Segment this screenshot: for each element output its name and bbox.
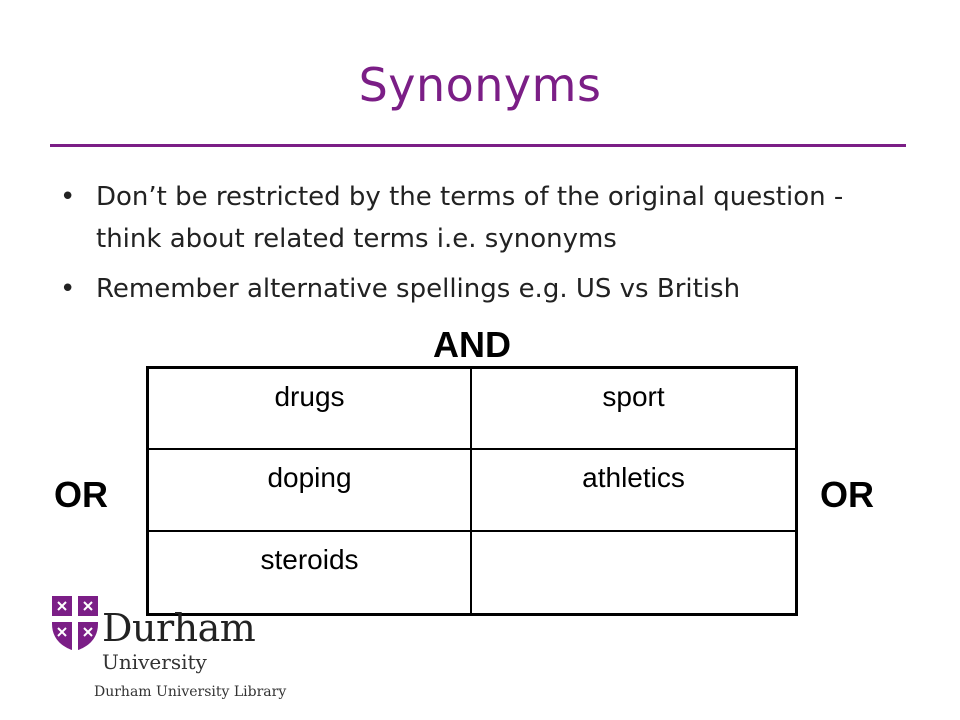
bullet-dot-icon: • [60, 274, 76, 304]
bullet-text: Remember alternative spellings e.g. US vs British [96, 274, 741, 304]
slide-title: Synonyms [358, 58, 602, 112]
table-cell: steroids [149, 532, 472, 613]
university-shield-icon [50, 594, 100, 652]
synonym-table [146, 366, 798, 616]
table-cell: sport [472, 369, 795, 450]
and-label: AND [433, 324, 511, 365]
table-cell [472, 532, 795, 613]
logo-university: University [102, 650, 207, 674]
table-cell: athletics [472, 450, 795, 531]
bullet-item [58, 176, 858, 260]
logo-wordmark: Durham [102, 606, 256, 650]
title-divider [50, 144, 906, 147]
bullet-text: Don’t be restricted by the terms of the original question - think about related terms i.e. synonyms [96, 182, 844, 254]
bullet-item [58, 268, 858, 310]
or-label-left: OR [54, 474, 108, 515]
durham-logo [48, 594, 308, 704]
table-cell: doping [149, 450, 472, 531]
bullet-dot-icon: • [60, 182, 76, 212]
table-cell: drugs [149, 369, 472, 450]
logo-library: Durham University Library [94, 684, 287, 700]
or-label-right: OR [820, 474, 874, 515]
bullet-list [58, 176, 858, 318]
